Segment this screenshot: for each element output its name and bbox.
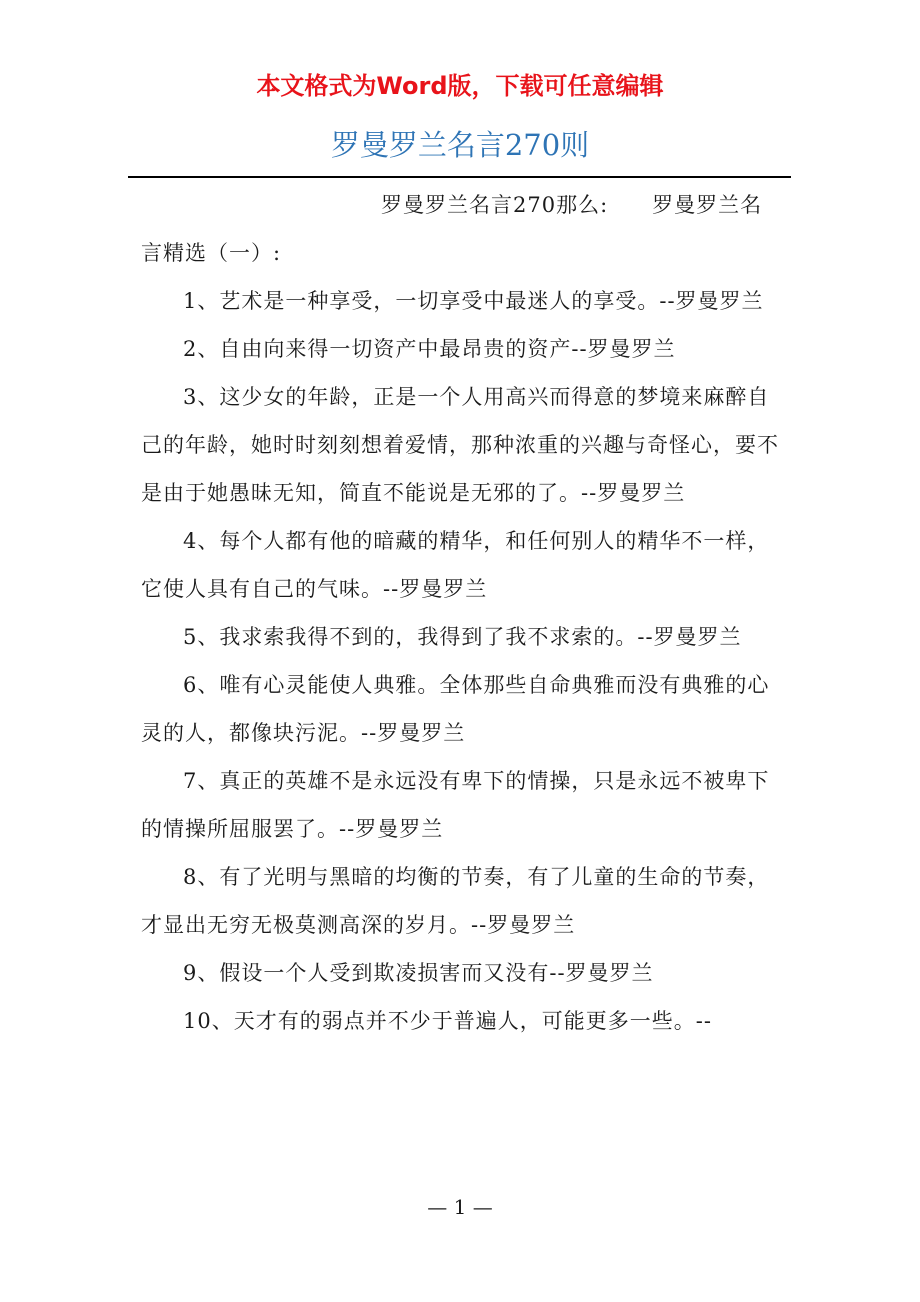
quote-paragraph-4: 4、每个人都有他的暗藏的精华，和任何别人的精华不一样，它使人具有自己的气味。--罗曼罗兰: [141, 529, 770, 601]
quote-paragraph-3: 3、这少女的年龄，正是一个人用高兴而得意的梦境来麻醉自己的年龄，她时时刻刻想着爱情，那种浓重的兴趣与奇怪心，要不是由于她愚昧无知，简直不能说是无邪的了。--罗曼罗兰: [141, 385, 779, 505]
quote-paragraph-1: 1、艺术是一种享受，一切享受中最迷人的享受。--罗曼罗兰: [183, 289, 764, 313]
page-number: — 1 —: [427, 1195, 493, 1219]
document-title: 罗曼罗兰名言270则: [330, 128, 590, 162]
format-notice-banner: 本文格式为Word版，下载可任意编辑: [256, 72, 664, 100]
quote-paragraph-7: 7、真正的英雄不是永远没有卑下的情操，只是永远不被卑下的情操所屈服罢了。--罗曼罗兰: [141, 769, 770, 841]
intro-paragraph: 罗曼罗兰名言270那么: 罗曼罗兰名言精选（一）:: [141, 193, 763, 265]
title-divider: [128, 176, 791, 178]
quote-paragraph-9: 9、假设一个人受到欺凌损害而又没有--罗曼罗兰: [183, 961, 654, 985]
quote-paragraph-5: 5、我求索我得不到的，我得到了我不求索的。--罗曼罗兰: [183, 625, 742, 649]
quote-paragraph-2: 2、自由向来得一切资产中最昂贵的资产--罗曼罗兰: [183, 337, 676, 361]
quote-paragraph-8: 8、有了光明与黑暗的均衡的节奏，有了儿童的生命的节奏，才显出无穷无极莫测高深的岁月。--罗曼罗兰: [141, 865, 770, 937]
quote-paragraph-6: 6、唯有心灵能使人典雅。全体那些自命典雅而没有典雅的心灵的人，都像块污泥。--罗曼罗兰: [141, 673, 770, 745]
quote-paragraph-10: 10、天才有的弱点并不少于普遍人，可能更多一些。--: [183, 1009, 712, 1033]
document-body: [141, 181, 781, 1045]
